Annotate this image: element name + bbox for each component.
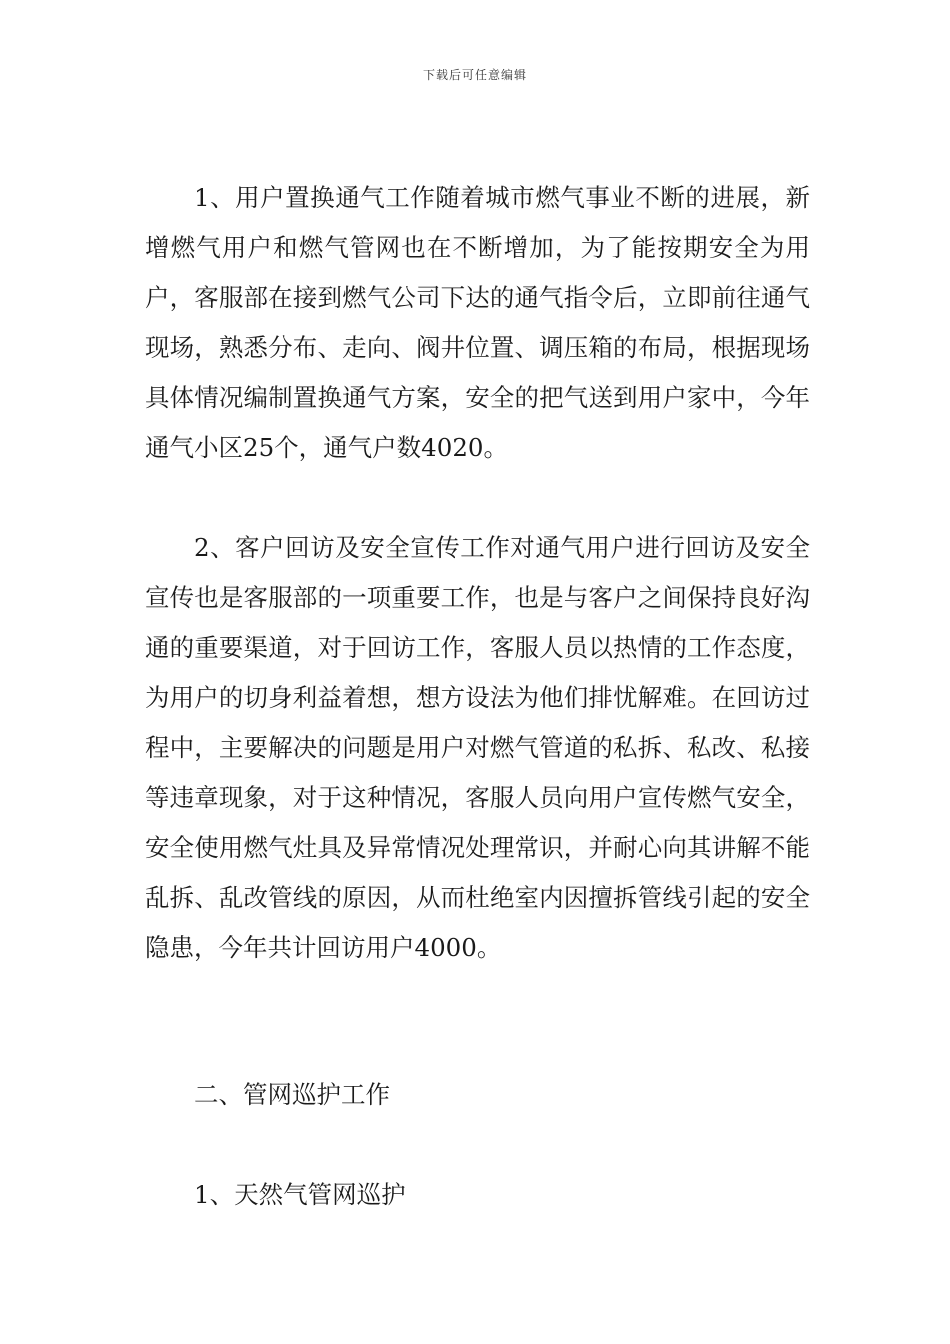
paragraph-text: 2、客户回访及安全宣传工作对通气用户进行回访及安全宣传也是客服部的一项重要工作，也是与客户之间保持良好沟通的重要渠道，对于回访工作，客服人员以热情的工作态度，为用户的切身利益着想，想方设法为他们排忧解难。在回访过程中，主要解决的问题是用户对燃气管道的私拆、私改、私接等违章现象，对于这种情况，客服人员向用户宣传燃气安全，安全使用燃气灶具及异常情况处理常识，并耐心向其讲解不能乱拆、乱改管线的原因，从而杜绝室内因擅拆管线引起的安全隐患，今年共计回访用户4000。 bbox=[145, 533, 810, 962]
paragraph-text: 1、用户置换通气工作随着城市燃气事业不断的进展，新增燃气用户和燃气管网也在不断增加，为了能按期安全为用户，客服部在接到燃气公司下达的通气指令后，立即前往通气现场，熟悉分布、走向、阀井位置、调压箱的布局，根据现场具体情况编制置换通气方案，安全的把气送到用户家中，今年通气小区25个，通气户数4020。 bbox=[145, 183, 810, 462]
paragraph-gas-connection bbox=[145, 173, 810, 473]
section-heading-text: 二、管网巡护工作 bbox=[194, 1080, 390, 1109]
paragraph-customer-visits bbox=[145, 523, 810, 973]
subsection-heading bbox=[145, 1170, 810, 1220]
subsection-heading-text: 1、天然气管网巡护 bbox=[194, 1180, 406, 1209]
header-note: 下载后可任意编辑 bbox=[422, 68, 527, 82]
section-heading bbox=[145, 1070, 810, 1120]
